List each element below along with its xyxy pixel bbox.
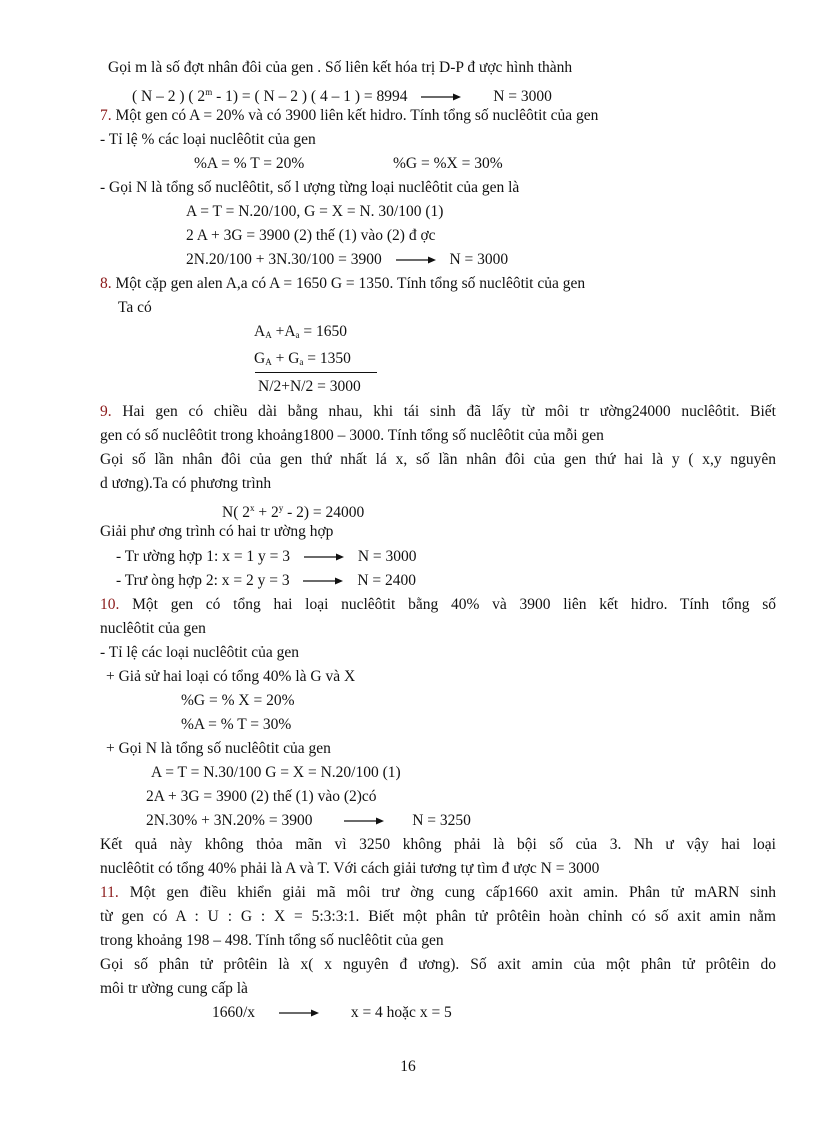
- question-number: 7.: [100, 107, 112, 124]
- question-9: [100, 403, 776, 421]
- text-line: d ương).Ta có phương trình: [100, 475, 272, 492]
- question-number: 9.: [100, 403, 112, 420]
- formula-line: %G = % X = 20%: [181, 692, 295, 709]
- text-line: trong khoảng 198 – 498. Tính tổng số nuclêôtit của gen: [100, 932, 444, 949]
- formula-part: %A = % T = 20%: [194, 155, 305, 172]
- formula-part: + G: [271, 350, 300, 367]
- result: N = 2400: [357, 572, 417, 589]
- page-number: 16: [400, 1058, 416, 1075]
- question-10: [100, 596, 776, 614]
- text-line: Kết quả này không thỏa mãn vì 3250 không phải là bội số của 3. Nh ư vậy hai loại: [100, 836, 776, 853]
- formula-part: ( N – 2 ) ( 2: [132, 88, 206, 105]
- question-text: Một gen có tổng hai loại nuclêôtit bằng 40% và 3900 liên kết hidro. Tính tổng số: [119, 596, 776, 613]
- result: x = 4 hoặc x = 5: [350, 1004, 452, 1021]
- formula-part: = 1350: [303, 350, 351, 367]
- question-number: 11.: [100, 884, 119, 901]
- arrow-icon: [303, 576, 343, 586]
- formula-part: 1660/x: [212, 1004, 256, 1021]
- formula-line: [116, 548, 417, 566]
- question-number: 8.: [100, 275, 112, 292]
- arrow-icon: [344, 816, 384, 826]
- formula-part: = 1650: [299, 323, 348, 340]
- formula-part: 2N.20/100 + 3N.30/100 = 3900: [186, 251, 382, 268]
- formula-line: [222, 499, 364, 522]
- formula-line: [116, 572, 416, 590]
- result: N = 3000: [493, 88, 552, 105]
- formula-line: [393, 155, 503, 173]
- formula-part: N( 2: [222, 504, 250, 521]
- result: N = 3000: [357, 548, 417, 565]
- question-text: Một gen điều khiển giải mã môi trư ờng cung cấp1660 axit amin. Phân tử mARN sinh: [118, 884, 776, 901]
- subscript: A: [265, 357, 272, 367]
- text-line: Giải phư ơng trình có hai tr ường hợp: [100, 523, 334, 540]
- text-line: Gọi số lần nhân đôi của gen thứ nhất lá x, số lần nhân đôi của gen thứ hai là y ( x,y nguyên: [100, 451, 776, 468]
- text-line: Gọi số phân tử prôtêin là x( x nguyên đ ương). Số axit amin của một phân tử prôtêin do: [100, 956, 776, 973]
- formula-part: G: [254, 350, 266, 367]
- formula-part: + 2: [254, 504, 279, 521]
- result: N = 3000: [449, 251, 509, 268]
- text-line: Ta có: [118, 299, 152, 316]
- text-line: môi tr ường cung cấp là: [100, 980, 248, 997]
- superscript: y: [278, 503, 284, 513]
- superscript: m: [205, 87, 213, 97]
- question-7: [100, 107, 598, 125]
- formula-part: A: [254, 323, 266, 340]
- formula-line: [212, 1004, 452, 1022]
- formula-part: - 2) = 24000: [283, 504, 365, 521]
- question-8: [100, 275, 585, 293]
- text-line: - Tỉ lệ % các loại nuclêôtit của gen: [100, 131, 316, 148]
- text-line: Gọi m là số đợt nhân đôi của gen . Số liên kết hóa trị D-P đ ược hình thành: [108, 59, 573, 76]
- formula-line: A = T = N.20/100, G = X = N. 30/100 (1): [186, 203, 444, 220]
- formula-line: 2 A + 3G = 3900 (2) thế (1) vào (2) đ ợc: [186, 227, 436, 244]
- subscript: a: [295, 330, 300, 340]
- text-line: nuclêôtit có tổng 40% phải là A và T. Với cách giải tương tự tìm đ ược N = 3000: [100, 860, 600, 877]
- formula-part: - Trư òng hợp 2: x = 2 y = 3: [116, 572, 290, 589]
- arrow-icon: [396, 255, 436, 265]
- formula-line: [146, 812, 471, 830]
- arrow-icon: [421, 92, 461, 102]
- question-number: 10.: [100, 596, 120, 613]
- text-line: từ gen có A : U : G : X = 5:3:3:1. Biết một phân tử prôtêin hoàn chỉnh có số axit amin nằm: [100, 908, 776, 925]
- result: N = 3250: [412, 812, 471, 829]
- formula-part: 2N.30% + 3N.20% = 3900: [146, 812, 313, 829]
- formula-line: N/2+N/2 = 3000: [258, 378, 361, 395]
- text-line: - Tỉ lệ các loại nuclêôtit của gen: [100, 644, 299, 661]
- subscript: A: [265, 330, 272, 340]
- formula-line: [254, 350, 351, 371]
- superscript: x: [249, 503, 255, 513]
- formula-part: %G = %X = 30%: [393, 155, 503, 172]
- text-line: + Giả sử hai loại có tổng 40% là G và X: [106, 668, 356, 685]
- text-line: - Gọi N là tổng số nuclêôtit, số l ượng từng loại nuclêôtit của gen là: [100, 179, 520, 196]
- formula-line: [194, 155, 304, 173]
- formula-line: [186, 251, 508, 269]
- formula-line: %A = % T = 30%: [181, 716, 292, 733]
- text-line: nuclêôtit của gen: [100, 620, 206, 637]
- formula-line: A = T = N.30/100 G = X = N.20/100 (1): [151, 764, 401, 781]
- question-text: Một gen có A = 20% và có 3900 liên kết hidro. Tính tổng số nuclêôtit của gen: [111, 107, 599, 124]
- formula-part: - 1) = ( N – 2 ) ( 4 – 1 ) = 8994: [212, 88, 408, 105]
- formula-line: [254, 323, 347, 344]
- arrow-icon: [279, 1008, 319, 1018]
- question-text: Hai gen có chiều dài bằng nhau, khi tái sinh đã lấy từ môi tr ường24000 nuclêôtit. Biết: [111, 403, 776, 420]
- arrow-icon: [304, 552, 344, 562]
- question-11: [100, 884, 776, 902]
- subscript: a: [299, 357, 304, 367]
- text-line: + Gọi N là tổng số nuclêôtit của gen: [106, 740, 331, 757]
- formula-line: 2A + 3G = 3900 (2) thế (1) vào (2)có: [146, 788, 377, 805]
- question-text: Một cặp gen alen A,a có A = 1650 G = 1350. Tính tổng số nuclêôtit của gen: [111, 275, 586, 292]
- sum-rule: [255, 372, 377, 373]
- formula-part: - Tr ường hợp 1: x = 1 y = 3: [116, 548, 291, 565]
- formula-part: +A: [271, 323, 296, 340]
- formula-line: [132, 83, 552, 106]
- text-line: gen có số nuclêôtit trong khoảng1800 – 3000. Tính tổng số nuclêôtit của mỗi gen: [100, 427, 604, 444]
